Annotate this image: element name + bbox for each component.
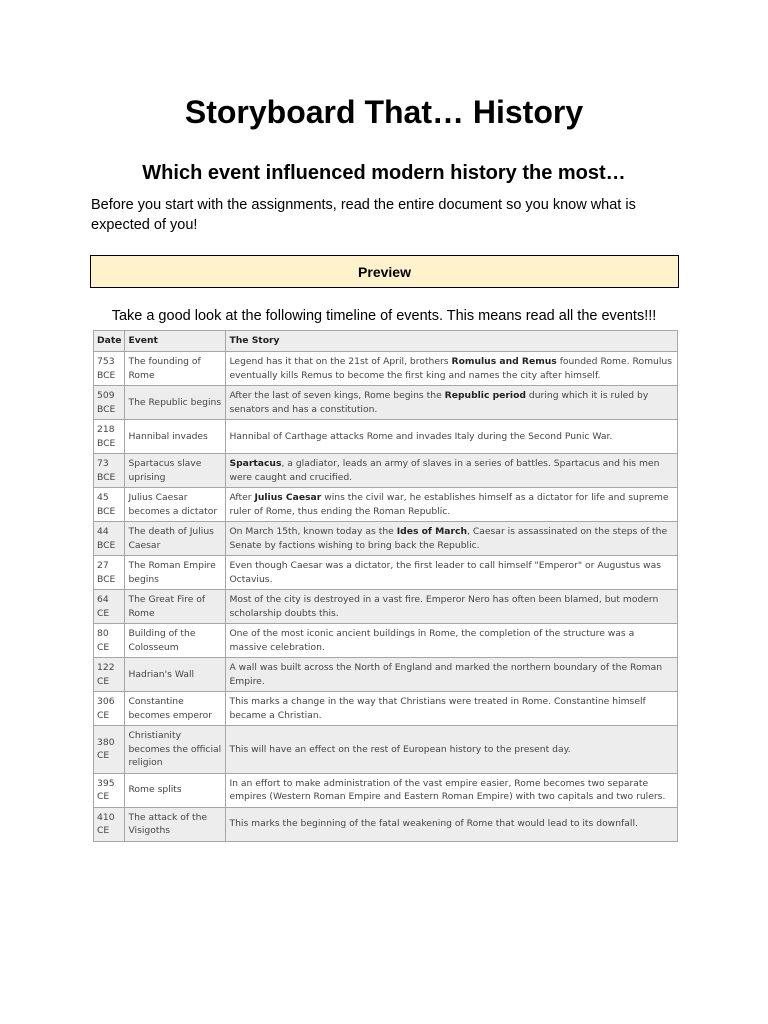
table-row [94, 352, 678, 386]
table-row [94, 420, 678, 454]
cell-date: 753 BCE [94, 352, 125, 386]
cell-story [226, 658, 678, 692]
story-highlight: Ides of March [396, 526, 467, 537]
column-header-event: Event [125, 331, 226, 352]
cell-date: 44 BCE [94, 522, 125, 556]
page-subtitle: Which event influenced modern history the most… [142, 162, 626, 184]
table-row [94, 692, 678, 726]
cell-date: 64 CE [94, 590, 125, 624]
cell-story [226, 386, 678, 420]
page-title: Storyboard That… History [184, 94, 584, 130]
cell-date: 27 BCE [94, 556, 125, 590]
timeline-table [93, 330, 678, 842]
cell-date: 80 CE [94, 624, 125, 658]
table-row [94, 522, 678, 556]
column-header-story: The Story [226, 331, 678, 352]
cell-date: 122 CE [94, 658, 125, 692]
story-text: One of the most iconic ancient buildings in Rome, the completion of the structure was a massive celebration. [229, 628, 635, 653]
cell-event: Rome splits [125, 773, 226, 807]
timeline-body [94, 352, 678, 842]
preview-label: Preview [358, 263, 411, 280]
cell-date: 380 CE [94, 726, 125, 774]
table-row [94, 386, 678, 420]
cell-event: The founding of Rome [125, 352, 226, 386]
story-text: , Caesar is assassinated on the steps of the Senate by factions wishing to bring back the Republic. [229, 526, 668, 551]
table-row [94, 807, 678, 841]
story-text: In an effort to make administration of the vast empire easier, Rome becomes two separate empires (Western Roman Empire and Eastern Roman Empire) with two capitals and two rulers. [229, 777, 666, 802]
cell-story [226, 522, 678, 556]
table-row [94, 590, 678, 624]
cell-event: Christianity becomes the official religion [125, 726, 226, 774]
story-text: , a gladiator, leads an army of slaves in a series of battles. Spartacus and his men were caught and crucified. [229, 458, 660, 483]
cell-event: Julius Caesar becomes a dictator [125, 488, 226, 522]
column-header-date: Date [94, 331, 125, 352]
table-row [94, 726, 678, 774]
story-highlight: Julius Caesar [254, 492, 322, 503]
table-row [94, 454, 678, 488]
story-text: After [229, 492, 255, 503]
table-header-row [94, 331, 678, 352]
cell-story [226, 726, 678, 774]
cell-date: 410 CE [94, 807, 125, 841]
story-text: Most of the city is destroyed in a vast fire. Emperor Nero has often been blamed, but modern scholarship doubts this. [229, 594, 659, 619]
story-text: wins the civil war, he establishes himself as a dictator for life and supreme ruler of Rome, thus ending the Roman Republic. [229, 492, 669, 517]
cell-event: Spartacus slave uprising [125, 454, 226, 488]
story-text: After the last of seven kings, Rome begins the [229, 390, 445, 401]
preview-banner [90, 255, 679, 288]
cell-event: Hannibal invades [125, 420, 226, 454]
cell-event: The attack of the Visigoths [125, 807, 226, 841]
cell-date: 73 BCE [94, 454, 125, 488]
cell-story [226, 590, 678, 624]
cell-story [226, 556, 678, 590]
cell-story [226, 488, 678, 522]
table-row [94, 658, 678, 692]
story-text: This marks a change in the way that Christians were treated in Rome. Constantine himself became a Christian. [229, 696, 646, 721]
story-text: during which it is ruled by senators and has a constitution. [229, 390, 649, 415]
story-text: This marks the beginning of the fatal weakening of Rome that would lead to its downfall. [229, 818, 638, 830]
cell-event: The Republic begins [125, 386, 226, 420]
cell-event: Building of the Colosseum [125, 624, 226, 658]
cell-date: 395 CE [94, 773, 125, 807]
cell-story [226, 807, 678, 841]
cell-story [226, 624, 678, 658]
cell-date: 45 BCE [94, 488, 125, 522]
cell-event: Constantine becomes emperor [125, 692, 226, 726]
table-row [94, 773, 678, 807]
intro-paragraph: Before you start with the assignments, read the entire document so you know what is expected of you! [91, 197, 636, 233]
table-row [94, 556, 678, 590]
story-highlight: Republic period [444, 390, 526, 401]
cell-story [226, 773, 678, 807]
timeline-instruction: Take a good look at the following timeline of events. This means read all the events!!! [111, 308, 657, 324]
story-text: Legend has it that on the 21st of April, brothers [229, 356, 452, 367]
cell-event: The death of Julius Caesar [125, 522, 226, 556]
cell-event: The Roman Empire begins [125, 556, 226, 590]
story-text: A wall was built across the North of England and marked the northern boundary of the Roman Empire. [229, 662, 663, 687]
cell-story [226, 352, 678, 386]
cell-story [226, 692, 678, 726]
cell-event: Hadrian's Wall [125, 658, 226, 692]
cell-story [226, 420, 678, 454]
table-row [94, 488, 678, 522]
cell-date: 509 BCE [94, 386, 125, 420]
cell-story [226, 454, 678, 488]
story-text: Even though Caesar was a dictator, the first leader to call himself "Emperor" or Augustus was Octavius. [229, 560, 661, 585]
story-text: founded Rome. Romulus eventually kills Remus to become the first king and names the city after himself. [229, 356, 673, 381]
story-text: On March 15th, known today as the [229, 526, 397, 537]
cell-event: The Great Fire of Rome [125, 590, 226, 624]
story-text: Hannibal of Carthage attacks Rome and invades Italy during the Second Punic War. [229, 430, 613, 442]
story-text: This will have an effect on the rest of European history to the present day. [229, 743, 571, 755]
story-highlight: Romulus and Remus [451, 356, 557, 367]
story-highlight: Spartacus [229, 458, 282, 469]
cell-date: 306 CE [94, 692, 125, 726]
cell-date: 218 BCE [94, 420, 125, 454]
table-row [94, 624, 678, 658]
